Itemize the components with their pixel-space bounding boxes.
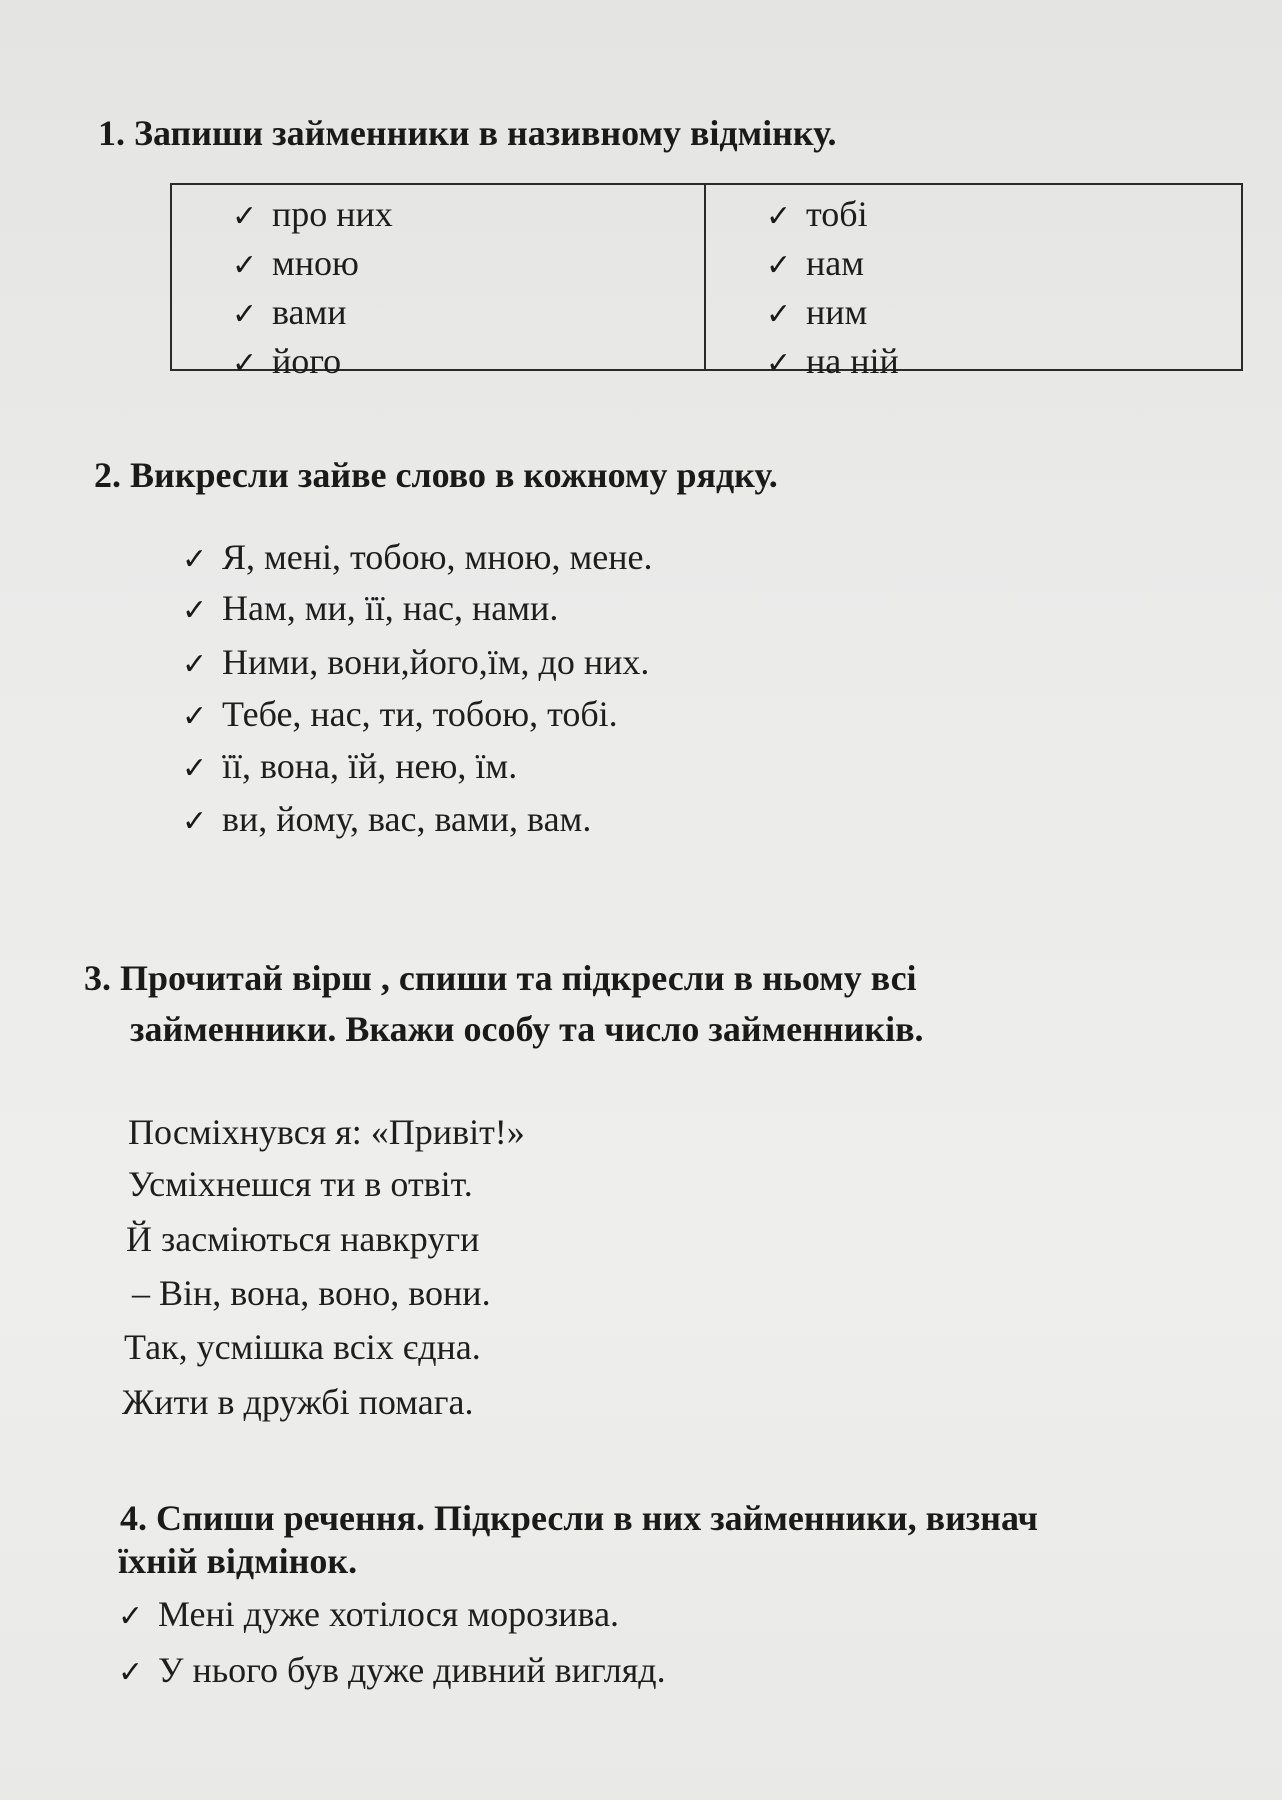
checkmark-icon: ✓: [766, 297, 792, 332]
poem-line: Жити в дружбі помага.: [122, 1382, 474, 1422]
list-item: ✓ У нього був дуже дивний вигляд.: [118, 1648, 666, 1695]
table-item: ✓ його: [232, 338, 704, 387]
list-item: ✓ Тебе, нас, ти, тобою, тобі.: [182, 692, 618, 739]
checkmark-icon: ✓: [118, 1599, 144, 1634]
list-item: ✓ Мені дуже хотілося морозива.: [118, 1592, 619, 1639]
poem-line: Й засміються навкруги: [126, 1219, 480, 1259]
poem-line: Так, усмішка всіх єдна.: [124, 1327, 481, 1367]
poem-line: – Він, вона, воно, вони.: [132, 1273, 491, 1313]
table-item: ✓ тобі: [766, 191, 1241, 240]
table-item: ✓ мною: [232, 240, 704, 289]
checkmark-icon: ✓: [182, 804, 208, 839]
list-item: ✓ ви, йому, вас, вами, вам.: [182, 797, 591, 844]
checkmark-icon: ✓: [232, 346, 258, 381]
pronoun-table-left-column: [172, 185, 706, 381]
list-item: ✓ Нам, ми, її, нас, нами.: [182, 586, 558, 633]
section4-heading-line1: 4. Спиши речення. Підкресли в них займенники, визнач: [120, 1498, 1038, 1538]
table-item: ✓ про них: [232, 191, 704, 240]
list-item: ✓ її, вона, їй, нею, їм.: [182, 744, 517, 791]
table-item: ✓ вами: [232, 289, 704, 338]
table-item: ✓ нам: [766, 240, 1241, 289]
pronoun-table: [170, 183, 1243, 381]
table-item: ✓ ним: [766, 289, 1241, 338]
table-item: ✓ на ній: [766, 338, 1241, 387]
checkmark-icon: ✓: [182, 751, 208, 786]
checkmark-icon: ✓: [232, 297, 258, 332]
poem-line: Посміхнувся я: «Привіт!»: [128, 1112, 525, 1152]
section3-heading-line2: займенники. Вкажи особу та число займенників.: [130, 1009, 924, 1049]
pronoun-table-right-column: [706, 185, 1241, 381]
list-item: ✓ Я, мені, тобою, мною, мене.: [182, 535, 652, 582]
section4-heading-line2: їхній відмінок.: [118, 1541, 358, 1581]
checkmark-icon: ✓: [232, 199, 258, 234]
checkmark-icon: ✓: [182, 647, 208, 682]
poem-line: Усміхнешся ти в отвіт.: [128, 1164, 473, 1204]
section3-heading-line1: 3. Прочитай вірш , спиши та підкресли в ньому всі: [84, 958, 917, 998]
checkmark-icon: ✓: [182, 593, 208, 628]
checkmark-icon: ✓: [118, 1655, 144, 1690]
section1-heading: 1. Запиши займенники в називному відмінку.: [98, 113, 837, 153]
checkmark-icon: ✓: [182, 542, 208, 577]
list-item: ✓ Ними, вони,його,їм, до них.: [182, 640, 649, 687]
checkmark-icon: ✓: [766, 248, 792, 283]
checkmark-icon: ✓: [766, 199, 792, 234]
checkmark-icon: ✓: [232, 248, 258, 283]
checkmark-icon: ✓: [766, 346, 792, 381]
section2-heading: 2. Викресли зайве слово в кожному рядку.: [94, 455, 778, 495]
checkmark-icon: ✓: [182, 699, 208, 734]
